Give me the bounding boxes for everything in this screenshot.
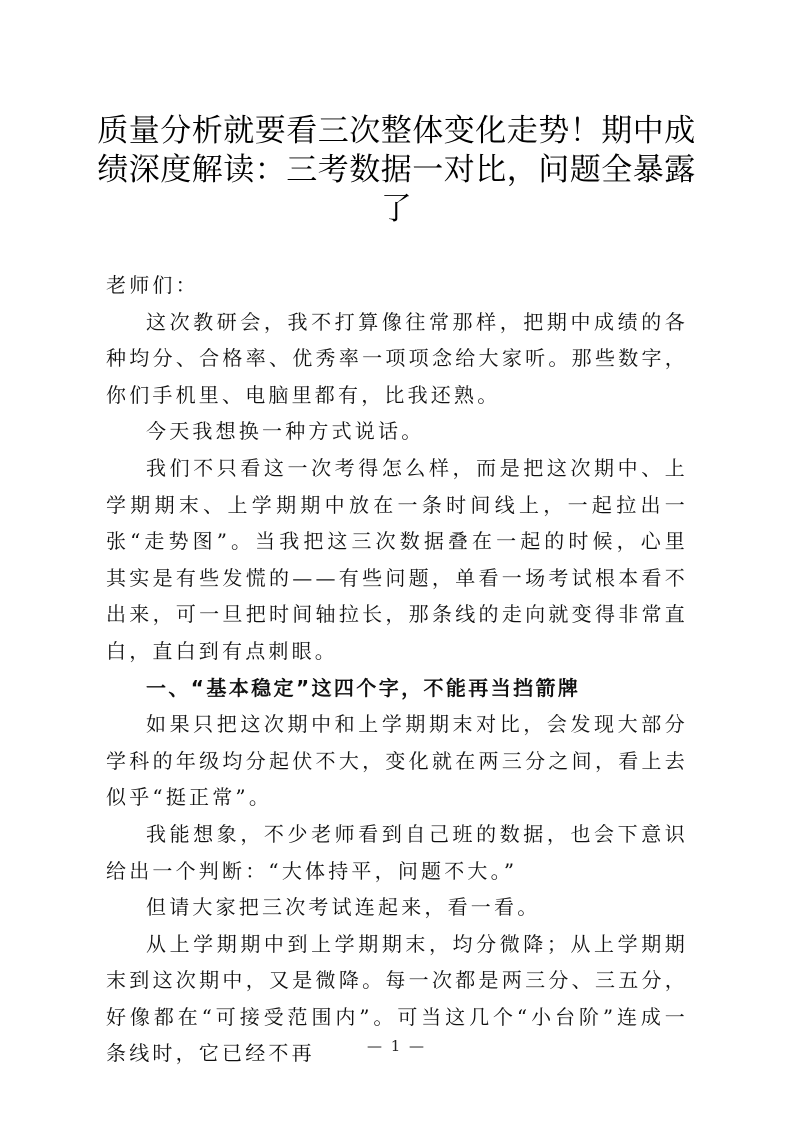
section-heading: 一、“基本稳定”这四个字，不能再当挡箭牌 xyxy=(146,675,581,700)
salutation: 老师们： xyxy=(106,273,199,297)
paragraph: 这次教研会，我不打算像往常那样，把期中成绩的各种均分、合格率、优秀率一项项念给大家听。那些数字，你们手机里、电脑里都有，比我还熟。 xyxy=(106,309,688,407)
document-body xyxy=(106,267,688,1072)
paragraph: 今天我想换一种方式说话。 xyxy=(146,419,425,444)
paragraph: 我们不只看这一次考得怎么样，而是把这次期中、上学期期末、上学期期中放在一条时间线上，一起拉出一张“走势图”。当我把这三次数据叠在一起的时候，心里其实是有些发慌的——有些问题，单看一场考试根本看不出来，可一旦把时间轴拉长，那条线的走向就变得非常直白，直白到有点刺眼。 xyxy=(106,455,688,663)
paragraph: 如果只把这次期中和上学期期末对比，会发现大部分学科的年级均分起伏不大，变化就在两三分之间，看上去似乎“挺正常”。 xyxy=(106,712,688,810)
document-title: 质量分析就要看三次整体变化走势！期中成绩深度解读：三考数据一对比，问题全暴露了 xyxy=(97,113,696,227)
paragraph: 但请大家把三次考试连起来，看一看。 xyxy=(146,895,541,920)
page-number: — 1 — xyxy=(366,1037,427,1055)
paragraph: 我能想象，不少老师看到自己班的数据，也会下意识给出一个判断：“大体持平，问题不大。” xyxy=(106,821,688,883)
paragraph: 从上学期期中到上学期期末，均分微降；从上学期期末到这次期中，又是微降。每一次都是两三分、三五分，好像都在“可接受范围内”。可当这几个“小台阶”连成一条线时，它已经不再 xyxy=(106,931,688,1066)
